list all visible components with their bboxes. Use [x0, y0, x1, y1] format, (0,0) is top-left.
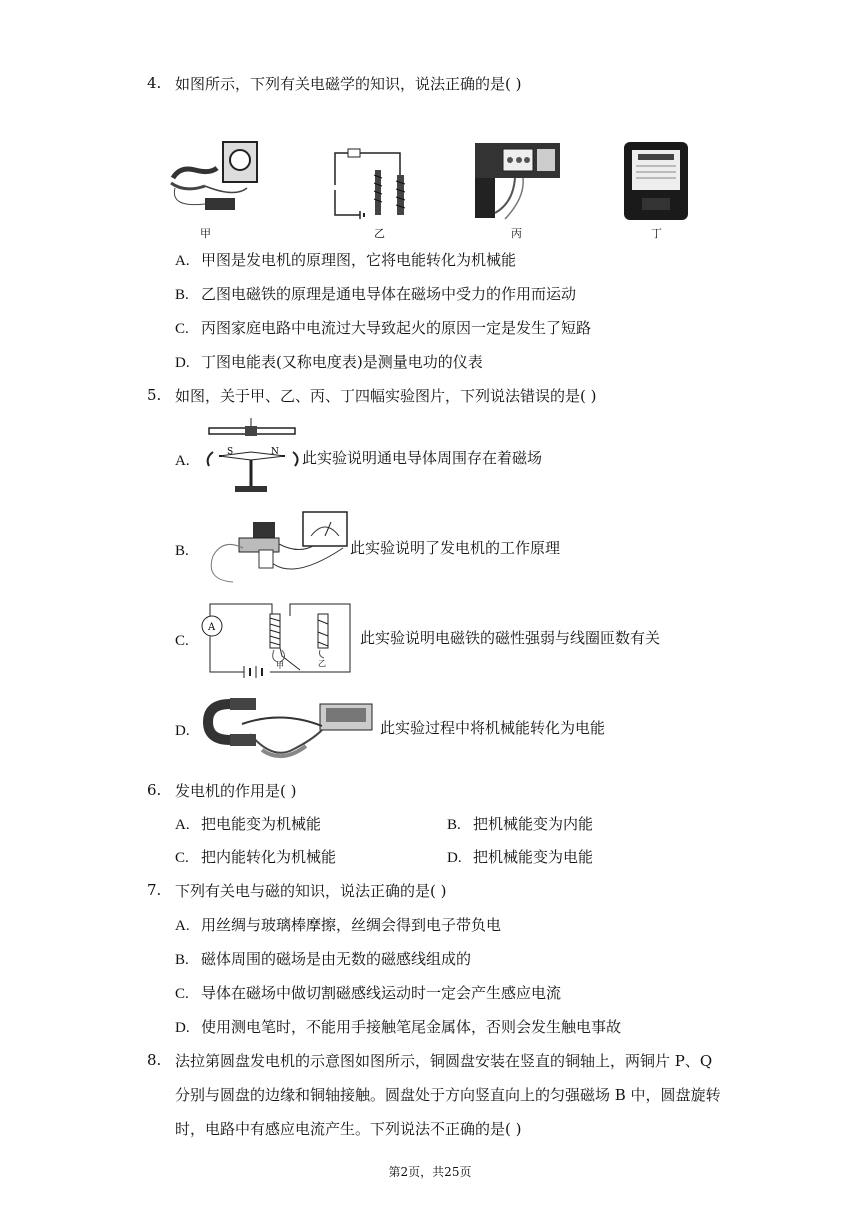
option-letter: B.: [175, 952, 189, 968]
option-text: 把内能转化为机械能: [201, 848, 337, 866]
q6-stem: 发电机的作用是( ): [175, 782, 297, 800]
q5-option-b[interactable]: [175, 540, 201, 561]
q7-option-c[interactable]: [175, 983, 561, 1004]
q4-label-yi: 乙: [374, 227, 385, 240]
option-letter: D.: [175, 723, 190, 739]
q4-figure-yi: [330, 145, 420, 225]
q4-option-b[interactable]: [175, 284, 576, 305]
q6-number: 6.: [147, 781, 162, 799]
option-text: 丙图家庭电路中电流过大导致起火的原因一定是发生了短路: [201, 319, 592, 337]
q4-label-bing: 丙: [511, 227, 522, 240]
page-footer: 第2页，共25页: [388, 1165, 472, 1179]
coil-a-label: 甲: [276, 661, 284, 670]
option-text: 把机械能变为内能: [473, 815, 594, 833]
q8-stem-line-3: 时，电路中有感应电流产生。下列说法不正确的是( ): [175, 1120, 522, 1138]
compass-s-label: S: [227, 447, 234, 457]
q7-stem: 下列有关电与磁的知识，说法正确的是( ): [175, 882, 447, 900]
ammeter-label: A: [208, 622, 216, 633]
q4-figure-bing: [475, 143, 565, 223]
option-letter: A.: [175, 253, 190, 269]
q4-option-a[interactable]: [175, 250, 516, 271]
option-letter: C.: [175, 633, 189, 649]
option-letter: C.: [175, 850, 189, 866]
compass-n-label: N: [271, 447, 279, 457]
q5-option-a-text: 此实验说明通电导体周围存在着磁场: [302, 449, 543, 467]
option-text: 把机械能变为电能: [473, 848, 594, 866]
q5-stem: 如图，关于甲、乙、丙、丁四幅实验图片，下列说法错误的是( ): [175, 387, 597, 405]
q6-option-c[interactable]: [175, 847, 336, 868]
q4-label-ding: 丁: [651, 227, 662, 240]
q4-option-d[interactable]: [175, 352, 483, 373]
q7-option-a[interactable]: [175, 915, 501, 936]
option-letter: A.: [175, 453, 190, 469]
q5-number: 5.: [147, 386, 162, 404]
q6-option-b[interactable]: [447, 814, 593, 835]
option-letter: A.: [175, 918, 190, 934]
option-letter: D.: [447, 850, 462, 866]
option-letter: A.: [175, 817, 190, 833]
option-text: 丁图电能表(又称电度表)是测量电功的仪表: [201, 353, 483, 371]
q5-option-a[interactable]: [175, 450, 201, 471]
option-text: 乙图电磁铁的原理是通电导体在磁场中受力的作用而运动: [201, 285, 577, 303]
option-letter: D.: [175, 355, 190, 371]
q4-label-jia: 甲: [200, 227, 211, 240]
q8-stem-line-1: 法拉第圆盘发电机的示意图如图所示，铜圆盘安装在竖直的铜轴上，两铜片 P、Q: [175, 1052, 713, 1070]
q7-number: 7.: [147, 881, 162, 899]
option-text: 使用测电笔时，不能用手接触笔尾金属体，否则会发生触电事故: [201, 1018, 622, 1036]
q5-option-d[interactable]: [175, 720, 201, 741]
q5-figure-d-magnet-coil: [202, 690, 378, 768]
q4-figure-ding: [622, 140, 692, 224]
q5-figure-c-electromagnets: [200, 596, 358, 682]
q6-option-d[interactable]: [447, 847, 593, 868]
q5-figure-a-compass: [205, 418, 300, 496]
option-letter: C.: [175, 321, 189, 337]
option-letter: D.: [175, 1020, 190, 1036]
q4-stem: 如图所示，下列有关电磁学的知识，说法正确的是( ): [175, 75, 522, 93]
q5-figure-b-generator: [203, 508, 351, 588]
q6-option-a[interactable]: [175, 814, 321, 835]
q4-option-c[interactable]: [175, 318, 591, 339]
coil-b-label: 乙: [318, 659, 326, 668]
q7-option-d[interactable]: [175, 1017, 621, 1038]
option-text: 导体在磁场中做切割磁感线运动时一定会产生感应电流: [201, 984, 562, 1002]
option-letter: B.: [175, 543, 189, 559]
q8-stem-line-2: 分别与圆盘的边缘和铜轴接触。圆盘处于方向竖直向上的匀强磁场 B 中，圆盘旋转: [175, 1086, 721, 1104]
q7-option-b[interactable]: [175, 949, 471, 970]
q5-option-c-text: 此实验说明电磁铁的磁性强弱与线圈匝数有关: [360, 629, 661, 647]
option-text: 用丝绸与玻璃棒摩擦，丝绸会得到电子带负电: [201, 916, 502, 934]
option-letter: B.: [447, 817, 461, 833]
q5-option-d-text: 此实验过程中将机械能转化为电能: [380, 719, 606, 737]
q8-number: 8.: [147, 1051, 162, 1069]
option-text: 磁体周围的磁场是由无数的磁感线组成的: [201, 950, 472, 968]
option-letter: B.: [175, 287, 189, 303]
q5-option-b-text: 此实验说明了发电机的工作原理: [350, 539, 561, 557]
q4-number: 4.: [147, 74, 162, 92]
option-letter: C.: [175, 986, 189, 1002]
q5-option-c[interactable]: [175, 630, 201, 651]
q4-figure-jia: [165, 138, 265, 218]
option-text: 把电能变为机械能: [201, 815, 322, 833]
option-text: 甲图是发电机的原理图，它将电能转化为机械能: [201, 251, 517, 269]
